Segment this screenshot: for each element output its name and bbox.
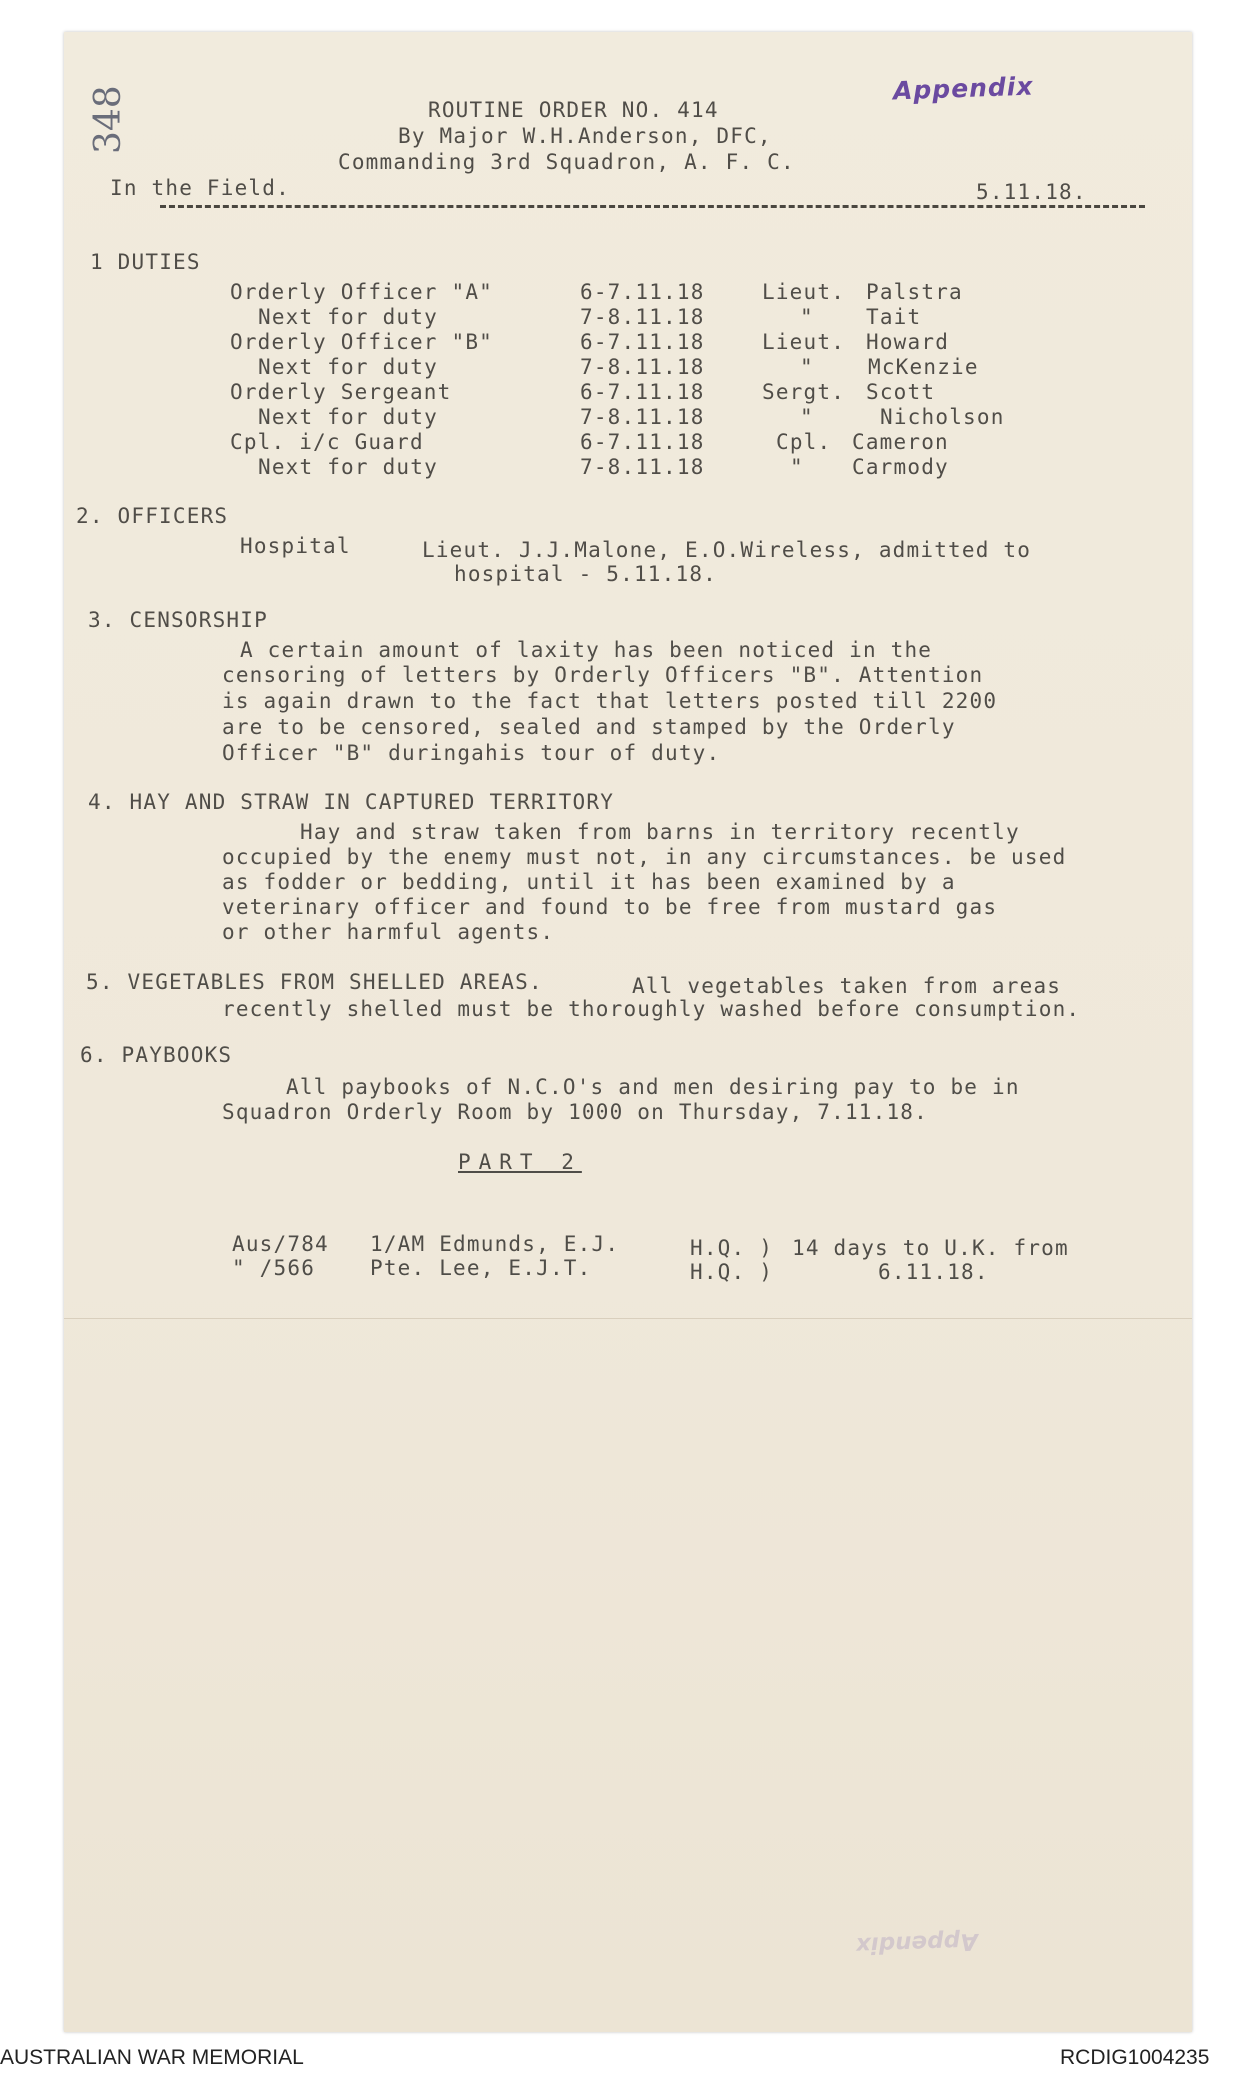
duty-name: Cameron: [852, 430, 949, 454]
duty-role: Next for duty: [258, 455, 438, 479]
duty-name: Nicholson: [880, 405, 1005, 429]
duty-name: Palstra: [866, 280, 963, 304]
hay-line: as fodder or bedding, until it has been examined by a: [222, 870, 956, 894]
duty-dates: 6-7.11.18: [580, 380, 705, 404]
officers-line: hospital - 5.11.18.: [454, 562, 718, 586]
officers-heading: 2. OFFICERS: [76, 504, 229, 528]
vegetables-line: All vegetables taken from areas: [632, 974, 1062, 998]
command-line: Commanding 3rd Squadron, A. F. C.: [338, 150, 795, 174]
duty-dates: 7-8.11.18: [580, 305, 705, 329]
censorship-line: Officer "B" duringahis tour of duty.: [222, 741, 721, 765]
order-title: ROUTINE ORDER NO. 414: [428, 98, 719, 122]
censorship-line: A certain amount of laxity has been noticed in the: [240, 638, 933, 662]
duty-role: Orderly Sergeant: [230, 380, 452, 404]
duty-dates: 7-8.11.18: [580, 405, 705, 429]
handwritten-folio-number: 348: [88, 85, 129, 154]
hay-line: Hay and straw taken from barns in territory recently: [300, 820, 1020, 844]
duty-rank: ": [800, 305, 814, 329]
duty-dates: 7-8.11.18: [580, 455, 705, 479]
hay-line: occupied by the enemy must not, in any circumstances. be used: [222, 845, 1067, 869]
appendix-stamp-showthrough: Appendix: [855, 1927, 979, 1959]
duty-rank: ": [800, 355, 814, 379]
censorship-heading: 3. CENSORSHIP: [88, 608, 268, 632]
duty-rank: ": [790, 455, 804, 479]
hay-heading: 4. HAY AND STRAW IN CAPTURED TERRITORY: [88, 790, 615, 814]
part2-heading: PART 2: [458, 1150, 582, 1174]
leave-note: 6.11.18.: [878, 1260, 989, 1284]
vegetables-heading: 5. VEGETABLES FROM SHELLED AREAS.: [86, 970, 543, 994]
header-divider: [160, 205, 1145, 208]
duty-rank: Lieut.: [762, 330, 846, 354]
paybooks-line: Squadron Orderly Room by 1000 on Thursday, 7.11.18.: [222, 1100, 928, 1124]
archive-credit: AUSTRALIAN WAR MEMORIAL: [0, 2046, 304, 2069]
hay-line: or other harmful agents.: [222, 920, 555, 944]
duty-name: Howard: [866, 330, 950, 354]
by-line: By Major W.H.Anderson, DFC,: [398, 124, 772, 148]
duty-rank: Cpl.: [776, 430, 832, 454]
appendix-stamp: Appendix: [892, 71, 1034, 106]
censorship-line: are to be censored, sealed and stamped by the Orderly: [222, 715, 956, 739]
duty-rank: Lieut.: [762, 280, 846, 304]
officers-line: Lieut. J.J.Malone, E.O.Wireless, admitted to: [422, 538, 1032, 562]
paybooks-heading: 6. PAYBOOKS: [80, 1043, 233, 1067]
service-number: Aus/784: [232, 1232, 329, 1256]
duty-dates: 6-7.11.18: [580, 280, 705, 304]
rank-name: Pte. Lee, E.J.T.: [370, 1256, 592, 1280]
duty-role: Orderly Officer "B": [230, 330, 494, 354]
censorship-line: censoring of letters by Orderly Officers "B". Attention: [222, 663, 984, 687]
duty-rank: ": [800, 405, 814, 429]
place-line: In the Field.: [110, 176, 290, 200]
leave-note: 14 days to U.K. from: [792, 1236, 1069, 1260]
duty-name: Carmody: [852, 455, 949, 479]
officers-label: Hospital: [240, 534, 351, 558]
duty-role: Next for duty: [258, 405, 438, 429]
duty-rank: Sergt.: [762, 380, 846, 404]
order-date: 5.11.18.: [976, 180, 1087, 204]
service-number: " /566: [232, 1256, 316, 1280]
unit: H.Q. ): [690, 1236, 774, 1260]
paybooks-line: All paybooks of N.C.O's and men desiring pay to be in: [286, 1075, 1020, 1099]
duty-role: Next for duty: [258, 305, 438, 329]
unit: H.Q. ): [690, 1260, 774, 1284]
vegetables-line: recently shelled must be thoroughly washed before consumption.: [222, 997, 1081, 1021]
duty-dates: 6-7.11.18: [580, 330, 705, 354]
censorship-line: is again drawn to the fact that letters posted till 2200: [222, 689, 998, 713]
archive-reference: RCDIG1004235: [1060, 2046, 1210, 2069]
duty-role: Next for duty: [258, 355, 438, 379]
duty-name: Tait: [866, 305, 922, 329]
duty-name: Scott: [866, 380, 936, 404]
hay-line: veterinary officer and found to be free from mustard gas: [222, 895, 998, 919]
paper-fold: [64, 1318, 1192, 1319]
duty-dates: 7-8.11.18: [580, 355, 705, 379]
duty-dates: 6-7.11.18: [580, 430, 705, 454]
duties-heading: 1 DUTIES: [90, 250, 201, 274]
duty-role: Cpl. i/c Guard: [230, 430, 424, 454]
duty-name: McKenzie: [868, 355, 979, 379]
rank-name: 1/AM Edmunds, E.J.: [370, 1232, 620, 1256]
duty-role: Orderly Officer "A": [230, 280, 494, 304]
